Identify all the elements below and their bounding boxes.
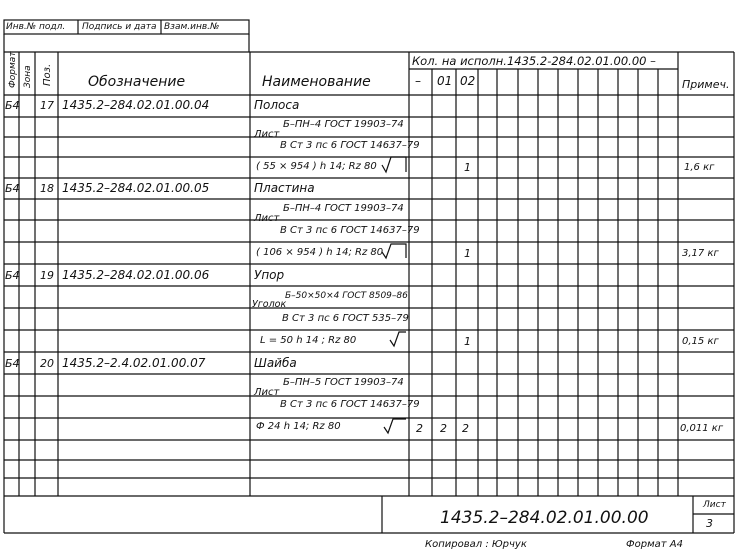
header-variant-01: 01: [437, 74, 453, 88]
sheet-number: 3: [706, 517, 713, 530]
item-spec-line1: Б–ПН–5 ГОСТ 19903–74: [283, 377, 404, 388]
item-spec-line3: ( 55 × 954 ) h 14; Rz 80: [256, 161, 377, 172]
header-name: Наименование: [262, 74, 371, 90]
item-note: 0,011 кг: [680, 423, 724, 434]
item-material-prefix: Лист: [254, 129, 280, 140]
item-spec-line2: В Ст 3 пс 6 ГОСТ 535–79: [282, 313, 409, 324]
header-variant-02: 02: [460, 74, 476, 88]
item-name: Пластина: [254, 181, 315, 195]
item-format: Б4: [5, 99, 20, 112]
item-spec-line1: Б–50×50×4 ГОСТ 8509–86: [285, 291, 408, 301]
stamp-inv-no-orig: Инв.№ подл.: [6, 22, 66, 32]
stamp-replace-inv: Взам.инв.№: [164, 22, 220, 32]
item-spec-line1: Б–ПН–4 ГОСТ 19903–74: [283, 203, 404, 214]
item-designation: 1435.2–2.4.02.01.00.07: [62, 356, 206, 370]
item-spec-line2: В Ст 3 пс 6 ГОСТ 14637–79: [280, 140, 420, 151]
item-name: Полоса: [254, 98, 300, 112]
item-name: Шайба: [254, 356, 297, 370]
header-zone: Зона: [23, 65, 33, 88]
item-spec-line2: В Ст 3 пс 6 ГОСТ 14637–79: [280, 225, 420, 236]
item-pos: 17: [40, 99, 54, 112]
item-note: 1,6 кг: [684, 162, 715, 173]
item-qty-02: 1: [464, 161, 471, 174]
header-designation: Обозначение: [88, 74, 186, 90]
item-qty-dash: 2: [416, 422, 423, 435]
item-spec-line3: Ф 24 h 14; Rz 80: [256, 421, 341, 432]
item-spec-line2: В Ст 3 пс 6 ГОСТ 14637–79: [280, 399, 420, 410]
item-material-prefix: Уголок: [252, 299, 287, 310]
stamp-signature-date: Подпись и дата: [82, 22, 157, 32]
item-spec-line1: Б–ПН–4 ГОСТ 19903–74: [283, 119, 404, 130]
header-format: Формат: [8, 51, 18, 88]
item-pos: 18: [40, 182, 54, 195]
item-name: Упор: [254, 268, 285, 282]
item-material-prefix: Лист: [254, 387, 280, 398]
item-spec-line3: ( 106 × 954 ) h 14; Rz 80: [256, 247, 384, 258]
item-qty-02: 1: [464, 335, 471, 348]
item-designation: 1435.2–284.02.01.00.05: [62, 181, 210, 195]
item-qty-02: 2: [462, 422, 469, 435]
item-qty-02: 1: [464, 247, 471, 260]
item-pos: 20: [40, 357, 54, 370]
sheet-label: Лист: [703, 500, 726, 510]
header-qty-title: Кол. на исполн.1435.2-284.02.01.00.00 –: [412, 54, 656, 68]
item-material-prefix: Лист: [254, 213, 280, 224]
header-variant-dash: –: [415, 74, 421, 88]
document-number: 1435.2–284.02.01.00.00: [440, 508, 649, 528]
item-note: 3,17 кг: [682, 248, 719, 259]
item-qty-01: 2: [440, 422, 447, 435]
item-format: Б4: [5, 269, 20, 282]
item-format: Б4: [5, 182, 20, 195]
item-spec-line3: L = 50 h 14 ; Rz 80: [260, 335, 357, 346]
item-note: 0,15 кг: [682, 336, 719, 347]
footer-format: Формат А4: [626, 539, 683, 550]
header-pos: Поз.: [42, 63, 53, 86]
item-designation: 1435.2–284.02.01.00.06: [62, 268, 210, 282]
item-designation: 1435.2–284.02.01.00.04: [62, 98, 210, 112]
header-notes: Примеч.: [682, 78, 730, 91]
item-pos: 19: [40, 269, 54, 282]
item-format: Б4: [5, 357, 20, 370]
footer-copied-by: Копировал : Юрчук: [425, 539, 527, 550]
